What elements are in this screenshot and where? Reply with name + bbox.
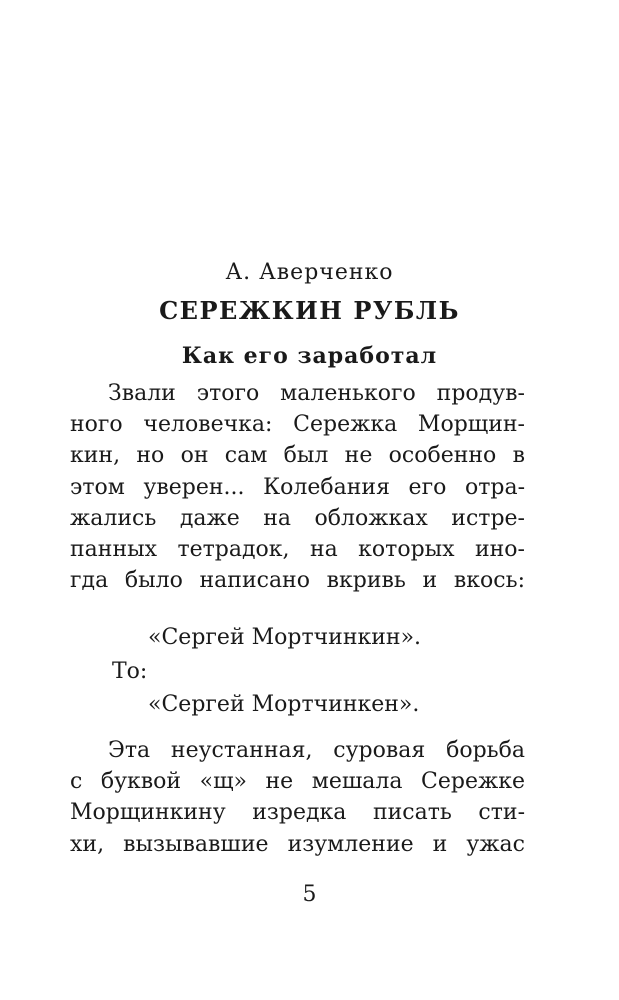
paragraph-1: [70, 378, 525, 596]
text-line: Морщинкину изредка писать сти-: [70, 800, 525, 826]
verse-line-1: «Сергей Мортчинкин».: [148, 625, 422, 650]
verse-line-3: «Сергей Мортчинкен».: [148, 692, 420, 717]
chapter-title: Как его заработал: [181, 343, 438, 369]
author-name: А. Аверченко: [225, 260, 394, 285]
text-line: Эта неустанная, суровая борьба: [108, 738, 525, 763]
text-line: Звали этого маленького продув-: [108, 381, 525, 406]
text-line: этом уверен... Колебания его отра-: [70, 474, 525, 500]
paragraph-2: [70, 735, 525, 860]
text-line: с буквой «щ» не мешала Сережке: [70, 769, 525, 795]
text-line: ного человечка: Сережка Морщин-: [70, 412, 525, 438]
text-line: хи, вызывавшие изумление и ужас: [70, 831, 525, 857]
text-line: панных тетрадок, на которых ино-: [70, 536, 525, 562]
text-line: жались даже на обложках истре-: [70, 505, 525, 531]
verse-line-2: То:: [112, 659, 148, 684]
page-number: 5: [302, 882, 317, 907]
text-line: кин, но он сам был не особенно в: [70, 443, 525, 469]
story-title: СЕРЕЖКИН РУБЛЬ: [159, 296, 460, 325]
text-line: гда было написано вкривь и вкось:: [70, 568, 525, 594]
